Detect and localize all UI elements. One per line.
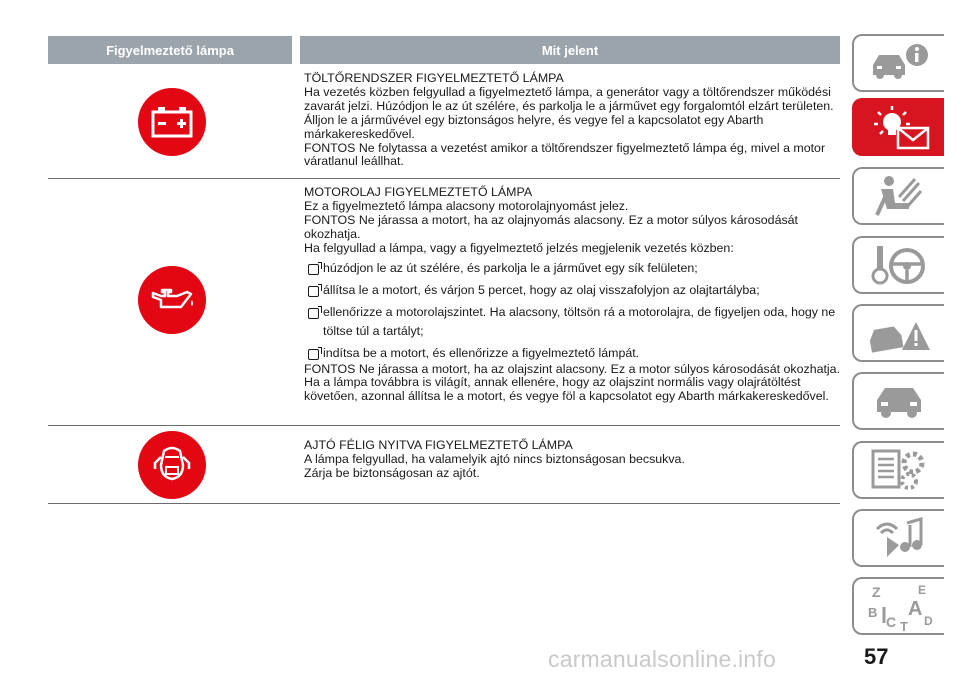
index-letter: A bbox=[908, 598, 923, 620]
index-letter: B bbox=[868, 605, 878, 620]
table-header bbox=[48, 36, 840, 64]
checkbox-bullet-icon bbox=[308, 349, 319, 360]
index-letter: C bbox=[886, 614, 897, 630]
car-info-icon bbox=[867, 41, 931, 85]
row-title: TÖLTŐRENDSZER FIGYELMEZTETŐ LÁMPA bbox=[304, 71, 564, 85]
checkbox-bullet-icon bbox=[308, 308, 319, 319]
list-item: indítsa be a motort, és ellenőrizze a figyelmeztető lámpát. bbox=[304, 347, 840, 363]
tab-seat-airbag[interactable] bbox=[852, 167, 944, 225]
door-ajar-warning-icon bbox=[138, 431, 206, 499]
row-paragraph: FONTOS Ne járassa a motort, ha az olajnyomás alacsony. Ez a motor súlyos károsodását okozhatja. bbox=[304, 212, 798, 241]
tab-warning-lights[interactable] bbox=[852, 98, 944, 156]
tab-specs-gears[interactable] bbox=[852, 441, 944, 499]
battery-charge-warning-icon bbox=[138, 88, 206, 156]
row-paragraph: Ha a lámpa továbbra is világít, annak ellenére, hogy az olajszint normális vagy olajrátöltést követően, azonnal állítsa le a motort, és vegye föl a kapcsolatot egy Abarth márkakereskedővel. bbox=[304, 375, 829, 404]
seat-airbag-icon bbox=[869, 173, 929, 219]
car-maintenance-icon bbox=[869, 380, 929, 422]
oil-pressure-warning-icon bbox=[138, 266, 206, 334]
engine-oil-description bbox=[304, 186, 840, 404]
warning-lights-icon bbox=[864, 102, 934, 152]
checkbox-bullet-icon bbox=[308, 286, 319, 297]
row-title: AJTÓ FÉLIG NYITVA FIGYELMEZTETŐ LÁMPA bbox=[304, 438, 573, 452]
index-letter: T bbox=[900, 619, 908, 631]
row-paragraph: FONTOS Ne folytassa a vezetést amikor a töltőrendszer figyelmeztető lámpa ég, mivel a motor váratlanul leállhat. bbox=[304, 140, 826, 169]
tab-car-maintenance[interactable] bbox=[852, 372, 944, 430]
specs-gears-icon bbox=[867, 447, 931, 493]
table-row-door-ajar bbox=[48, 425, 840, 504]
list-item: állítsa le a motort, és várjon 5 percet, hogy az olaj visszafolyjon az olajtartályba; bbox=[304, 284, 840, 300]
tab-multimedia[interactable] bbox=[852, 509, 944, 567]
list-item: húzódjon le az út szélére, és parkolja le a járművet egy sík felületen; bbox=[304, 262, 840, 278]
row-title: MOTOROLAJ FIGYELMEZTETŐ LÁMPA bbox=[304, 185, 533, 199]
page-number: 57 bbox=[864, 644, 889, 669]
door-ajar-description bbox=[304, 439, 840, 481]
tab-car-breakdown[interactable] bbox=[852, 304, 944, 362]
row-paragraph: Ez a figyelmeztető lámpa alacsony motorolajnyomást jelez. bbox=[304, 198, 629, 213]
index-letters-icon bbox=[864, 581, 934, 631]
table-row-charging-system bbox=[48, 64, 840, 179]
key-steering-wheel-icon bbox=[869, 242, 929, 288]
tab-car-info[interactable] bbox=[852, 34, 944, 92]
index-letter: D bbox=[924, 614, 933, 628]
multimedia-icon bbox=[869, 515, 929, 561]
charging-system-description bbox=[304, 72, 840, 169]
index-letter: E bbox=[918, 583, 927, 597]
row-paragraph: Ha felgyullad a lámpa, vagy a figyelmeztető jelzés megjelenik vezetés közben: bbox=[304, 240, 734, 255]
list-item: ellenőrizze a motorolajszintet. Ha alacsony, töltsön rá a motorolajra, de figyeljen oda, hogy ne töltse túl a tartályt; bbox=[304, 306, 840, 341]
watermark: carmanualsonline.info bbox=[548, 646, 776, 672]
row-paragraph: Zárja be biztonságosan az ajtót. bbox=[304, 465, 480, 480]
row-paragraph: Ha vezetés közben felgyullad a figyelmeztető lámpa, a generátor vagy a töltőrendszer működési zavarát jelzi. Húzódjon le az út szélére, és parkolja le a járművet egy forgalomtól elzárt területen. Álljon le a járművével egy biztonságos helyre, és vegye fel a kapcsolatot egy Abarth márkakereskedővel. bbox=[304, 84, 834, 141]
row-paragraph: FONTOS Ne járassa a motort, ha az olajszint alacsony. Ez a motor súlyos károsodását okozhatja. bbox=[304, 361, 841, 376]
checkbox-bullet-icon bbox=[308, 264, 319, 275]
index-letter: Z bbox=[872, 584, 881, 600]
tab-index[interactable] bbox=[852, 577, 944, 635]
car-breakdown-icon bbox=[866, 310, 932, 356]
header-warning-lamp: Figyelmeztető lámpa bbox=[48, 36, 292, 64]
row-paragraph: A lámpa felgyullad, ha valamelyik ajtó nincs biztonságosan becsukva. bbox=[304, 451, 685, 466]
header-meaning: Mit jelent bbox=[300, 36, 840, 64]
table-row-engine-oil bbox=[48, 178, 840, 426]
tab-key-steering-wheel[interactable] bbox=[852, 236, 944, 294]
